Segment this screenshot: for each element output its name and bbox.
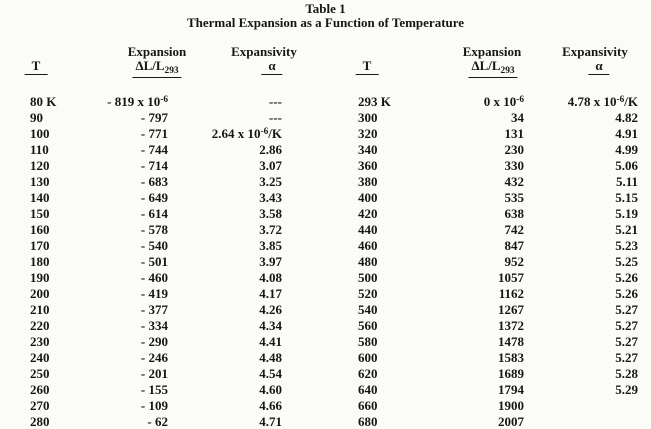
table-row <box>0 318 651 334</box>
expansivity-cell: 5.23 <box>615 238 638 253</box>
table-row <box>0 222 651 238</box>
temperature-cell: 420 <box>358 206 378 221</box>
expansivity-cell: 5.28 <box>615 366 638 381</box>
expansion-cell: 1583 <box>498 350 524 365</box>
expansivity-cell: 3.97 <box>259 254 282 269</box>
expansivity-cell: 5.26 <box>615 286 638 301</box>
table-row <box>0 94 651 110</box>
temperature-cell: 380 <box>358 174 378 189</box>
expansivity-cell: 5.29 <box>615 382 638 397</box>
expansivity-cell: 4.41 <box>259 334 282 349</box>
expansion-cell: 2007 <box>498 414 524 429</box>
expansion-cell: 535 <box>504 190 524 205</box>
expansion-cell: - 714 <box>140 158 168 173</box>
expansivity-cell: 3.58 <box>259 206 282 221</box>
table-row <box>0 382 651 398</box>
temperature-cell: 230 <box>30 334 50 349</box>
expansivity-cell: 2.64 x $10^{-6}/K$ <box>211 126 282 141</box>
expansivity-cell: 4.26 <box>259 302 282 317</box>
expansivity-cell: 4.91 <box>615 126 638 141</box>
temperature-cell: 180 <box>30 254 50 269</box>
expansion-cell: 34 <box>511 110 524 125</box>
temperature-cell: 440 <box>358 222 378 237</box>
expansion-cell: 1372 <box>498 318 524 333</box>
temperature-cell: 660 <box>358 398 378 413</box>
temperature-cell: 293 K <box>358 94 391 109</box>
table-row <box>0 398 651 414</box>
temperature-cell: 210 <box>30 302 50 317</box>
temperature-cell: 110 <box>30 142 49 157</box>
temperature-cell: 200 <box>30 286 50 301</box>
table-row <box>0 286 651 302</box>
expansion-cell: 230 <box>504 142 524 157</box>
temperature-cell: 360 <box>358 158 378 173</box>
table-title: Table 1 <box>305 1 346 16</box>
column-header-expansivity-right: Expansivity <box>562 44 628 59</box>
expansion-cell: - 155 <box>140 382 168 397</box>
temperature-cell: 600 <box>358 350 378 365</box>
temperature-cell: 340 <box>358 142 378 157</box>
expansion-cell: - 419 <box>140 286 168 301</box>
expansion-cell: 847 <box>504 238 524 253</box>
temperature-cell: 520 <box>358 286 378 301</box>
expansion-cell: - 460 <box>140 270 168 285</box>
expansion-cell: - 578 <box>140 222 168 237</box>
expansion-cell: - 501 <box>140 254 168 269</box>
column-header-expansion-symbol-right: $\Delta L/L_{293}$ <box>468 59 517 78</box>
table-row <box>0 254 651 270</box>
temperature-cell: 460 <box>358 238 378 253</box>
expansion-cell: 432 <box>504 174 524 189</box>
table-row <box>0 238 651 254</box>
temperature-cell: 280 <box>30 414 50 429</box>
table-right-half <box>0 94 651 429</box>
expansion-cell: 1478 <box>498 334 524 349</box>
column-header-expansion-right: Expansion <box>462 44 522 59</box>
temperature-cell: 300 <box>358 110 378 125</box>
column-header-expansivity-symbol-right: α <box>588 59 609 75</box>
temperature-cell: 150 <box>30 206 50 221</box>
expansivity-cell: 5.27 <box>615 334 638 349</box>
expansivity-cell: 4.08 <box>259 270 282 285</box>
table-row <box>0 190 651 206</box>
expansivity-cell: 5.19 <box>615 206 638 221</box>
temperature-cell: 540 <box>358 302 378 317</box>
column-header-temperature-left: T <box>25 59 48 75</box>
table-row <box>0 158 651 174</box>
table-row <box>0 174 651 190</box>
temperature-cell: 140 <box>30 190 50 205</box>
expansion-cell: 1900 <box>498 398 524 413</box>
table-row <box>0 302 651 318</box>
expansion-cell: - 201 <box>140 366 168 381</box>
expansion-cell: - 614 <box>140 206 168 221</box>
table-subtitle: Thermal Expansion as a Function of Temperature <box>186 15 465 30</box>
expansivity-cell: 5.25 <box>615 254 638 269</box>
temperature-cell: 240 <box>30 350 50 365</box>
temperature-cell: 260 <box>30 382 50 397</box>
expansion-cell: - 744 <box>140 142 168 157</box>
table-row <box>0 206 651 222</box>
expansion-cell: - 377 <box>140 302 168 317</box>
expansion-cell: - 819 x $10^{-6}$ <box>107 94 168 109</box>
expansion-cell: 742 <box>504 222 524 237</box>
expansion-cell: 638 <box>504 206 524 221</box>
expansivity-cell: --- <box>269 110 282 125</box>
column-header-temperature-right: T <box>356 59 379 75</box>
table-row <box>0 414 651 429</box>
temperature-cell: 270 <box>30 398 50 413</box>
temperature-cell: 220 <box>30 318 50 333</box>
temperature-cell: 560 <box>358 318 378 333</box>
temperature-cell: 620 <box>358 366 378 381</box>
expansivity-cell: 4.82 <box>615 110 638 125</box>
expansivity-cell: 5.27 <box>615 302 638 317</box>
expansivity-cell: 3.25 <box>259 174 282 189</box>
expansion-cell: - 246 <box>140 350 168 365</box>
temperature-cell: 480 <box>358 254 378 269</box>
table-row <box>0 270 651 286</box>
expansion-cell: 131 <box>504 126 524 141</box>
table-row <box>0 366 651 382</box>
expansivity-cell: 4.48 <box>259 350 282 365</box>
temperature-cell: 320 <box>358 126 378 141</box>
table-row <box>0 350 651 366</box>
expansion-cell: - 771 <box>140 126 168 141</box>
expansivity-cell: 4.78 x $10^{-6}/K$ <box>567 94 638 109</box>
expansivity-cell: 4.66 <box>259 398 282 413</box>
expansivity-cell: 3.43 <box>259 190 282 205</box>
expansion-cell: - 290 <box>140 334 168 349</box>
expansion-cell: - 62 <box>147 414 168 429</box>
expansivity-cell: 5.15 <box>615 190 638 205</box>
expansivity-cell: 4.17 <box>259 286 282 301</box>
expansivity-cell <box>524 398 638 414</box>
expansion-cell: 952 <box>504 254 524 269</box>
expansion-cell: - 649 <box>140 190 168 205</box>
temperature-cell: 640 <box>358 382 378 397</box>
temperature-cell: 130 <box>30 174 50 189</box>
expansivity-cell: 5.26 <box>615 270 638 285</box>
temperature-cell: 580 <box>358 334 378 349</box>
expansion-cell: 1162 <box>498 286 524 301</box>
expansion-cell: 0 x $10^{-6}$ <box>483 94 524 109</box>
expansion-cell: - 797 <box>140 110 168 125</box>
expansivity-cell: 3.85 <box>259 238 282 253</box>
temperature-cell: 400 <box>358 190 378 205</box>
column-header-expansion-left: Expansion <box>127 44 187 59</box>
temperature-cell: 170 <box>30 238 50 253</box>
expansivity-cell: 4.54 <box>259 366 282 381</box>
table-row <box>0 126 651 142</box>
expansivity-cell: 4.34 <box>259 318 282 333</box>
expansivity-cell <box>524 414 638 429</box>
expansion-cell: 1794 <box>498 382 524 397</box>
column-header-expansivity-left: Expansivity <box>231 44 297 59</box>
expansivity-cell: 3.07 <box>259 158 282 173</box>
expansivity-cell: 5.27 <box>615 318 638 333</box>
temperature-cell: 250 <box>30 366 50 381</box>
expansion-cell: 1267 <box>498 302 524 317</box>
temperature-cell: 90 <box>30 110 43 125</box>
expansion-cell: 1057 <box>498 270 524 285</box>
expansivity-cell: 5.06 <box>615 158 638 173</box>
expansion-cell: - 334 <box>140 318 168 333</box>
temperature-cell: 100 <box>30 126 50 141</box>
table-row <box>0 142 651 158</box>
temperature-cell: 120 <box>30 158 50 173</box>
expansivity-cell: 4.99 <box>615 142 638 157</box>
expansivity-cell: 4.71 <box>259 414 282 429</box>
expansion-cell: - 109 <box>140 398 168 413</box>
column-header-expansion-symbol-left: $\Delta L/L_{293}$ <box>132 59 181 78</box>
expansivity-cell: 5.21 <box>615 222 638 237</box>
expansivity-cell: 5.27 <box>615 350 638 365</box>
expansivity-cell: 3.72 <box>259 222 282 237</box>
expansion-cell: - 540 <box>140 238 168 253</box>
expansivity-cell: 5.11 <box>615 174 638 189</box>
expansion-cell: - 683 <box>140 174 168 189</box>
temperature-cell: 80 K <box>30 94 57 109</box>
expansivity-cell: --- <box>269 94 282 109</box>
expansion-cell: 330 <box>504 158 524 173</box>
column-header-expansivity-symbol-left: α <box>261 59 282 75</box>
temperature-cell: 680 <box>358 414 378 429</box>
temperature-cell: 190 <box>30 270 50 285</box>
table-row <box>0 334 651 350</box>
temperature-cell: 500 <box>358 270 378 285</box>
temperature-cell: 160 <box>30 222 50 237</box>
expansivity-cell: 4.60 <box>259 382 282 397</box>
expansivity-cell: 2.86 <box>259 142 282 157</box>
expansion-cell: 1689 <box>498 366 524 381</box>
table-row <box>0 110 651 126</box>
